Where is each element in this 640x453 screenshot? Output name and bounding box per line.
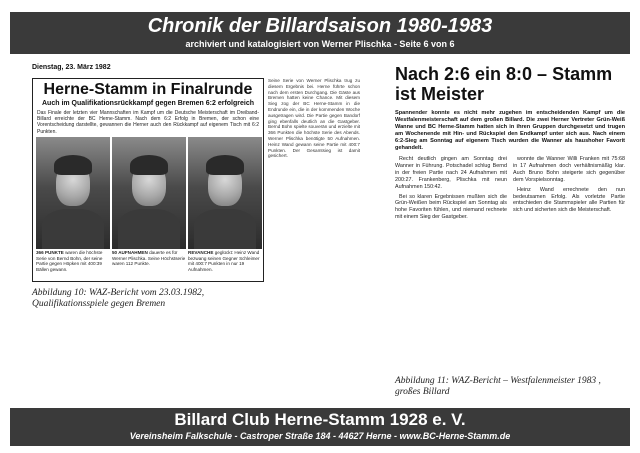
player-photo-2 [112, 137, 186, 249]
clipping2-headline: Nach 2:6 ein 8:0 – Stamm ist Meister [395, 64, 613, 104]
clipping-intro: Das Finale der letzten vier Mannschaften im Kampf um die Deutsche Meisterschaft im Dreiband-Billard erreichte der BC Herne-Stamm. Nach dem 6:2 Erfolg in Bremen, der schon eine Vorentscheidung darstellte, gewannen die Herner auch den Rückkampf auf eigenem Tisch mit 6:2 Punkten. [37, 110, 259, 135]
clipping-date: Dienstag, 23. März 1982 [32, 64, 111, 71]
photo-caption-1: 366 PUNKTE waren die höchste Serie von Bernd Bohn, der seine Partie gegen Höpken mit 400:39 Bällen gewann. [36, 250, 103, 272]
newspaper-clipping-1 [32, 64, 360, 282]
clipping-article [32, 78, 264, 282]
figure-caption-10: Abbildung 10: WAZ-Bericht vom 23.03.1982, Qualifikationsspiele gegen Bremen [32, 288, 205, 309]
paragraph: Heinz Wand errechnete den nun bedeutsamen Erfolg. Als vorletzte Partie entschieden die Stammspieler alle Partien für sich und sicherten sich die Meisterschaft. [513, 186, 625, 214]
player-photo-1 [36, 137, 110, 249]
footer-bar [10, 408, 630, 446]
clipping2-column-left [395, 156, 507, 224]
figure-caption-11: Abbildung 11: WAZ-Bericht – Westfalenmeister 1983 , großes Billard [395, 376, 601, 397]
clipping-subheadline: Auch im Qualifikationsrückkampf gegen Bremen 6:2 erfolgreich [42, 100, 254, 107]
paragraph: Recht deutlich gingen am Sonntag drei Wanner in Führung. Potschadel schlug Bernd in der freien Partie nach 24 Aufnahmen mit 200:27. Frankenberg, Plischka mit neun Aufnahmen 150:42. [395, 156, 507, 190]
paragraph: wonnte die Wanner Willi Franken mit 75:68 in 17 Aufnahmen doch verhältnismäßig klar. Auch Bruno Bohn steigerte sich gegenüber dem Vorspielsonntag. [513, 156, 625, 183]
newspaper-clipping-2 [395, 64, 625, 224]
club-name: Billard Club Herne-Stamm 1928 e. V. [174, 410, 466, 429]
clipping2-lead: Spannender konnte es nicht mehr zugehen im entscheidenden Kampf um die Westfalenmeisterschaft auf dem großen Billard. Die zwei Herner Vertreter Grün-Weiß Wanne und BC Herne-Stamm hatten sich in ihren Gruppen durchgesetzt und trugen am Wochenende mit Hin- und Rückspiel den Endkampf unter sich aus. Nach einem 6:2-Sieg am Sonntag auf eigenem Tisch wurden die Wanner als haushoher Favorit gehandelt. [395, 110, 625, 151]
photo-caption-3: REVANCHE geglückt: Heinz Wand bezwang seinen Gegner Schleimer mit 400:7 Punkten in nur 19 Aufnahmen. [188, 250, 260, 272]
header-bar [10, 12, 630, 54]
photo-captions [36, 250, 262, 272]
page-subtitle: archiviert und katalogisiert von Werner Plischka - Seite 6 von 6 [185, 39, 455, 49]
player-photo-3 [188, 137, 262, 249]
clipping-headline: Herne-Stamm in Finalrunde [43, 81, 253, 98]
clipping2-column-right [513, 156, 625, 224]
photo-caption-2: 50 AUFNAHMEN dauerte es für Werner Plischka. Seine Höchstserie waren 112 Punkte. [112, 250, 186, 267]
photo-row [36, 137, 262, 249]
page-title: Chronik der Billardsaison 1980-1983 [147, 15, 493, 37]
paragraph: Bei so klaren Ergebnissen mußten sich die Grün-Weißen beim Rückspiel am Sonntag als hohe Favoriten fühlen, und niemand rechnete mit einem Sieg der Gastgeber. [395, 193, 507, 221]
clipping-column-text: Seine Serie von Werner Plischka trug zu diesem Ergebnis bei. Herne führte schon nach dem ersten Durchgang. Die Gäste aus Bremen hatten keine Chance. Mit diesem Sieg zog der BC Herne-Stamm in die Endrunde ein, die in der kommenden Woche ausgetragen wird. Die Partie gegen Bandorf ging ebenfalls deutlich an die Gastgeber. Bernd Bohn spielte souverän und erzielte mit 366 Punkten die höchste Serie des Abends. Werner Plischka benötigte 50 Aufnahmen. Heinz Wand gewann seine Partie mit 400:7 Punkten. Der Gesamtsieg ist damit gesichert. [268, 78, 360, 159]
club-address: Vereinsheim Falkschule - Castroper Straße 184 - 44627 Herne - www.BC-Herne-Stamm.de [129, 431, 511, 441]
clipping2-columns [395, 156, 625, 224]
